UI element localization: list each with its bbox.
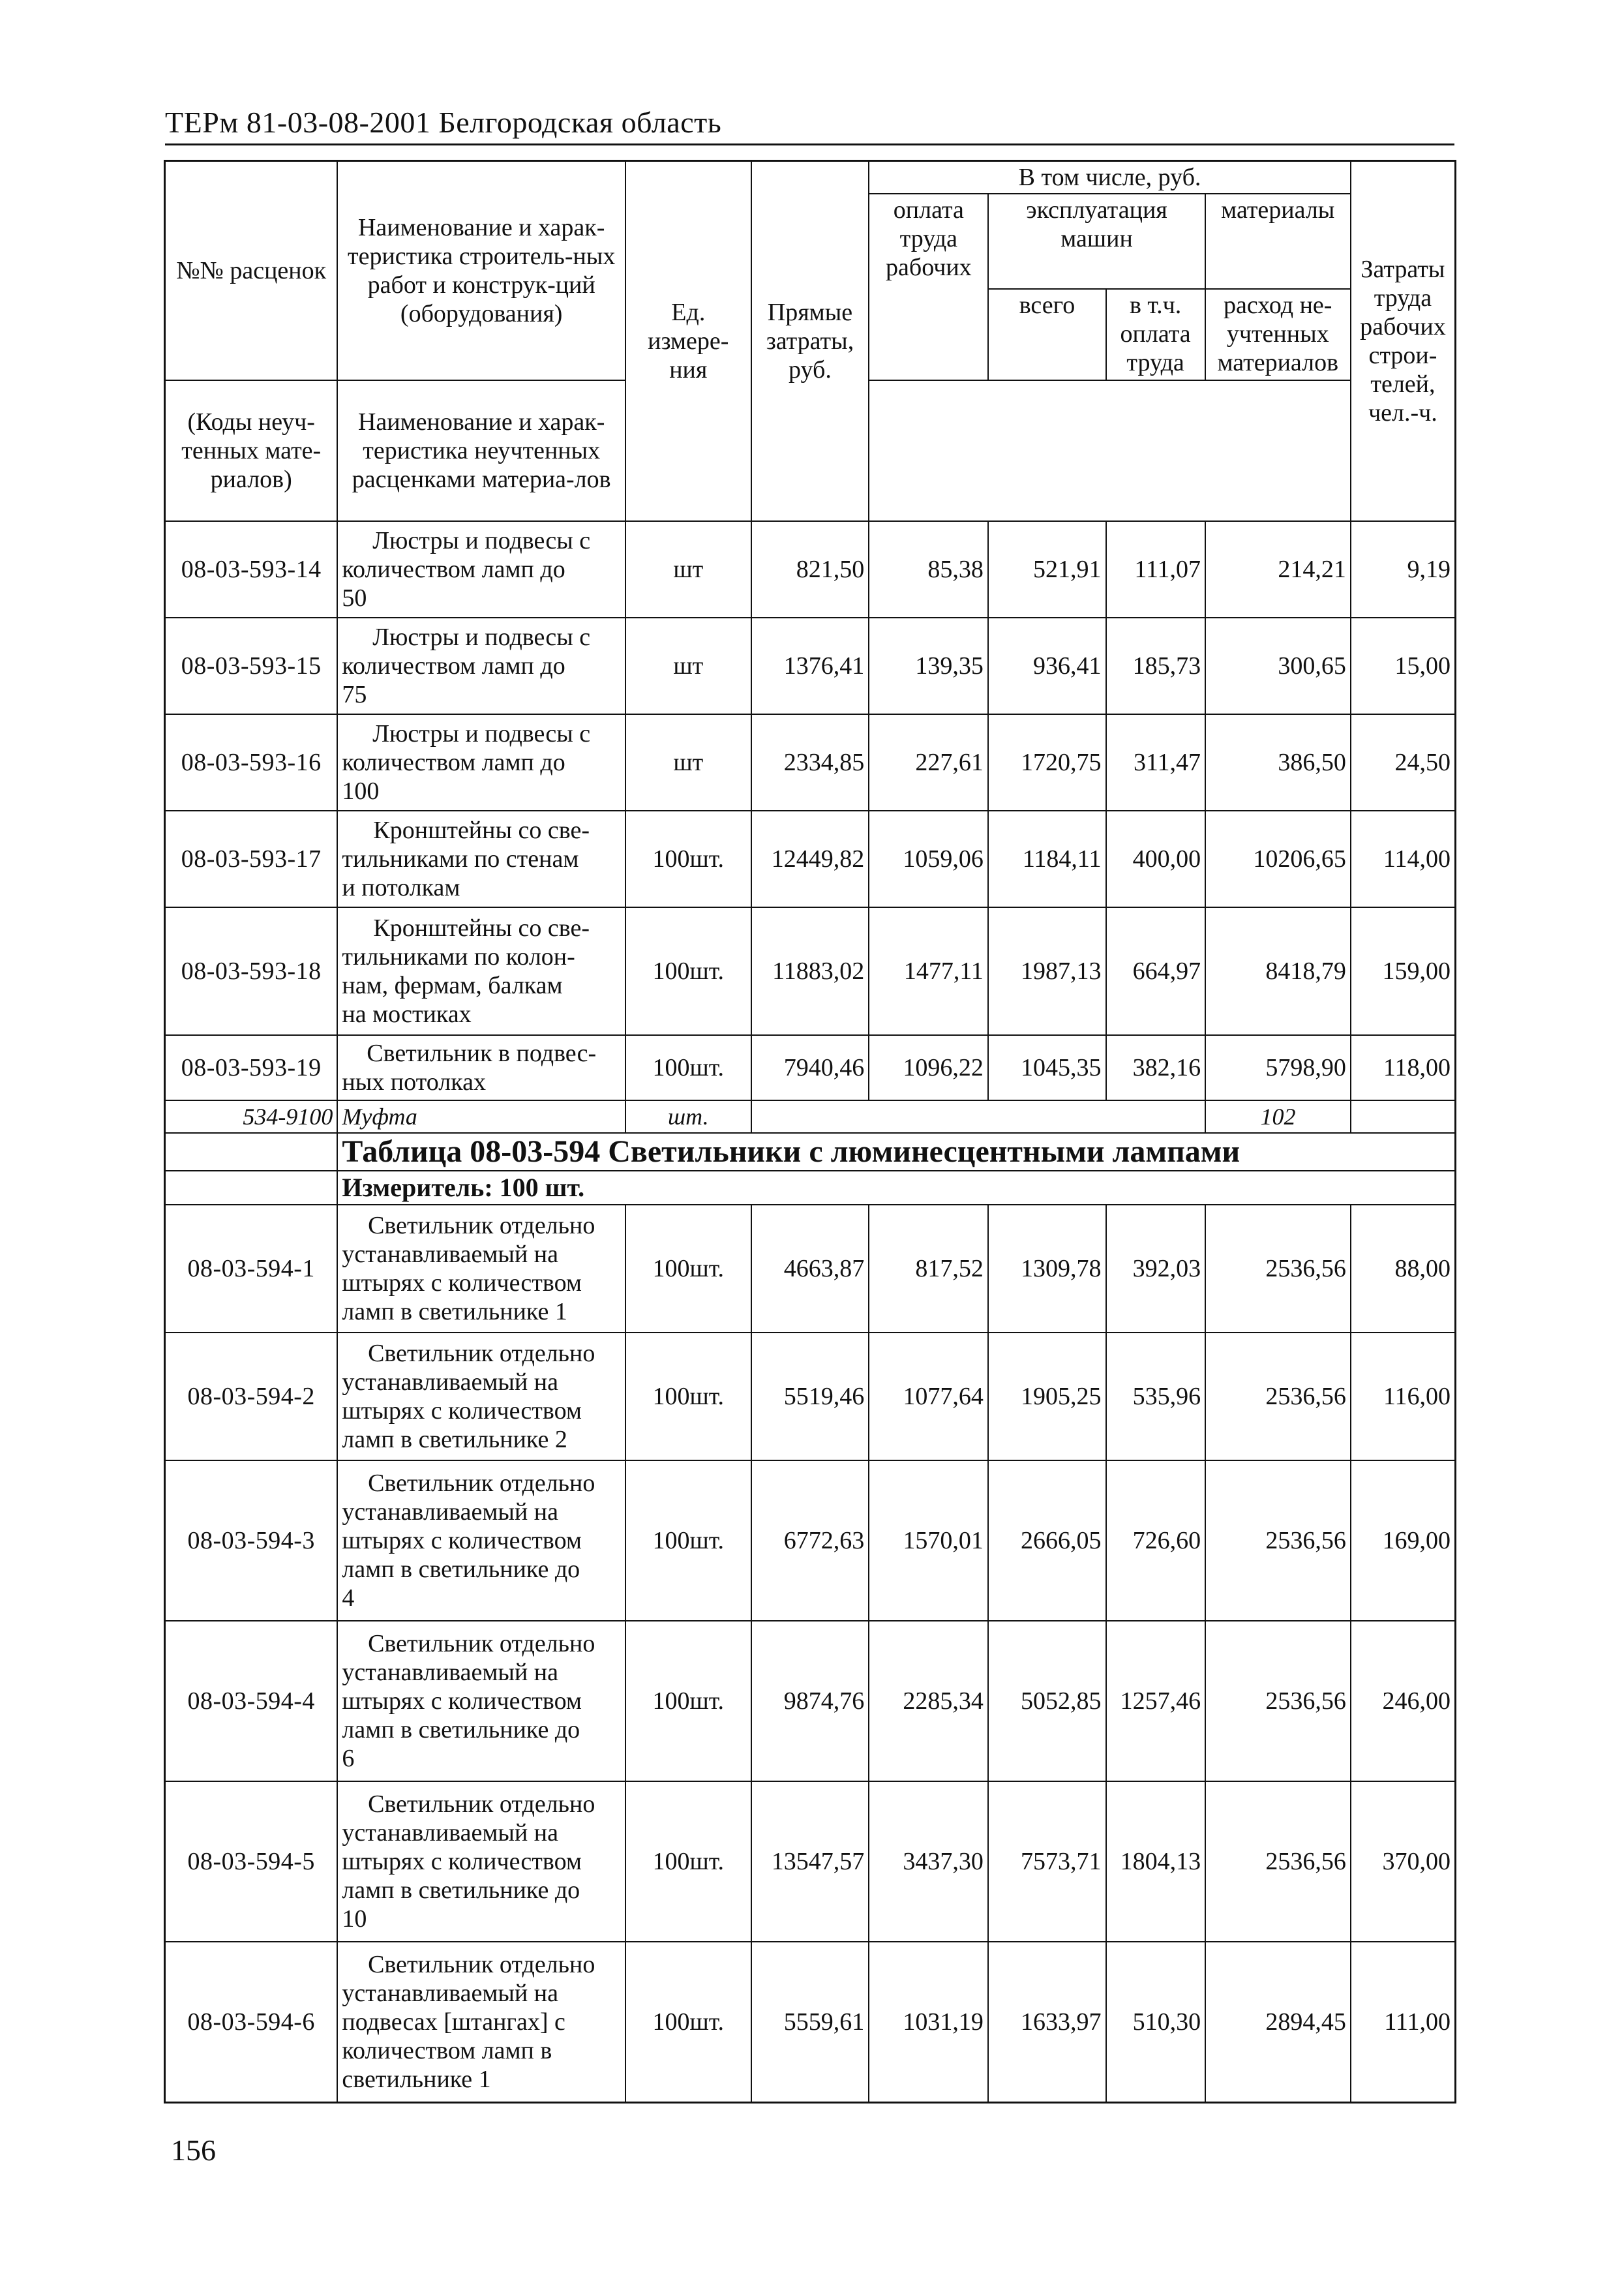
section-title-row xyxy=(165,1133,1456,1171)
row-materials: 214,21 xyxy=(1205,521,1351,618)
row-machines-wages: 185,73 xyxy=(1106,618,1206,714)
row-materials: 2536,56 xyxy=(1205,1333,1351,1460)
row-materials: 5798,90 xyxy=(1205,1035,1351,1100)
row-code: 08-03-593-17 xyxy=(165,811,338,907)
row-unit: 100шт. xyxy=(625,1621,751,1781)
row-materials: 2536,56 xyxy=(1205,1205,1351,1333)
col-materials: материалы xyxy=(1205,194,1350,289)
row-materials: 2894,45 xyxy=(1205,1942,1351,2102)
col-name-bottom: Наименование и харак-теристика неучтенных расценками материа-лов xyxy=(337,380,625,521)
table-row xyxy=(165,1942,1456,2102)
row-code: 08-03-593-15 xyxy=(165,618,338,714)
row-labor: 246,00 xyxy=(1351,1621,1456,1781)
col-name-top: Наименование и харак-теристика строитель-ных работ и конструк-ций (оборудования) xyxy=(337,161,625,381)
material-name: Муфта xyxy=(337,1100,625,1133)
row-wages: 1570,01 xyxy=(869,1460,988,1621)
row-machines-wages: 1804,13 xyxy=(1106,1781,1206,1942)
row-labor: 169,00 xyxy=(1351,1460,1456,1621)
row-wages: 1077,64 xyxy=(869,1333,988,1460)
table-row xyxy=(165,1035,1456,1100)
col-incl: В том числе, руб. xyxy=(869,162,1350,194)
row-name: Светильник отдельно устанавливаемый на подвесах [штангах] с количеством ламп в светильнике 1 xyxy=(337,1942,625,2102)
table-row xyxy=(165,618,1456,714)
col-direct: Прямые затраты, руб. xyxy=(751,161,869,522)
row-name: Светильник в подвес- ных потолках xyxy=(337,1035,625,1100)
row-code: 08-03-594-1 xyxy=(165,1205,338,1333)
table-row xyxy=(165,521,1456,618)
row-labor: 116,00 xyxy=(1351,1333,1456,1460)
row-code: 08-03-593-18 xyxy=(165,907,338,1035)
row-materials: 10206,65 xyxy=(1205,811,1351,907)
row-direct: 12449,82 xyxy=(751,811,869,907)
row-machines: 521,91 xyxy=(988,521,1106,618)
page-header: ТЕРм 81-03-08-2001 Белгородская область xyxy=(165,106,1454,145)
page-number: 156 xyxy=(171,2134,216,2167)
col-machines-total: всего xyxy=(988,289,1105,380)
section-meter-row xyxy=(165,1171,1456,1205)
row-machines-wages: 392,03 xyxy=(1106,1205,1206,1333)
row-unit: 100шт. xyxy=(625,1035,751,1100)
table-row xyxy=(165,907,1456,1035)
col-code-top: №№ расценок xyxy=(165,161,338,381)
row-name: Светильник отдельно устанавливаемый на штырях с количеством ламп в светильнике 2 xyxy=(337,1333,625,1460)
table-row xyxy=(165,1205,1456,1333)
row-name: Светильник отдельно устанавливаемый на штырях с количеством ламп в светильнике до 10 xyxy=(337,1781,625,1942)
row-machines: 1905,25 xyxy=(988,1333,1106,1460)
row-machines-wages: 311,47 xyxy=(1106,714,1206,811)
row-unit: 100шт. xyxy=(625,1460,751,1621)
section-title: Таблица 08-03-594 Светильники с люминесцентными лампами xyxy=(337,1133,1455,1171)
row-materials: 2536,56 xyxy=(1205,1781,1351,1942)
col-materials-sub: расход не-учтенных материалов xyxy=(1217,292,1339,376)
row-name: Люстры и подвесы с количеством ламп до 75 xyxy=(337,618,625,714)
table-header-row-1 xyxy=(165,161,1456,381)
col-unit: Ед. измере-ния xyxy=(625,161,751,522)
row-direct: 7940,46 xyxy=(751,1035,869,1100)
row-direct: 11883,02 xyxy=(751,907,869,1035)
row-machines-wages: 400,00 xyxy=(1106,811,1206,907)
material-row xyxy=(165,1100,1456,1133)
row-machines: 936,41 xyxy=(988,618,1106,714)
row-direct: 6772,63 xyxy=(751,1460,869,1621)
section-meter: Измеритель: 100 шт. xyxy=(337,1171,1455,1205)
row-code: 08-03-594-6 xyxy=(165,1942,338,2102)
row-code: 08-03-594-5 xyxy=(165,1781,338,1942)
row-wages: 85,38 xyxy=(869,521,988,618)
row-labor: 159,00 xyxy=(1351,907,1456,1035)
row-machines: 1184,11 xyxy=(988,811,1106,907)
col-wages: оплата труда рабочих xyxy=(869,194,988,380)
row-labor: 370,00 xyxy=(1351,1781,1456,1942)
row-labor: 88,00 xyxy=(1351,1205,1456,1333)
row-direct: 4663,87 xyxy=(751,1205,869,1333)
row-code: 08-03-593-14 xyxy=(165,521,338,618)
row-wages: 1096,22 xyxy=(869,1035,988,1100)
row-materials: 2536,56 xyxy=(1205,1621,1351,1781)
col-labor: Затраты труда рабочих строи-телей, чел.-ч. xyxy=(1351,161,1456,522)
material-unit: шт. xyxy=(625,1100,751,1133)
row-machines: 1045,35 xyxy=(988,1035,1106,1100)
row-unit: шт xyxy=(625,618,751,714)
row-labor: 118,00 xyxy=(1351,1035,1456,1100)
row-name: Светильник отдельно устанавливаемый на штырях с количеством ламп в светильнике до 6 xyxy=(337,1621,625,1781)
row-name: Кронштейны со све- тильниками по стенам и потолкам xyxy=(337,811,625,907)
row-machines-wages: 510,30 xyxy=(1106,1942,1206,2102)
row-machines-wages: 382,16 xyxy=(1106,1035,1206,1100)
row-unit: шт xyxy=(625,521,751,618)
row-code: 08-03-594-2 xyxy=(165,1333,338,1460)
material-qty: 102 xyxy=(1205,1100,1351,1133)
row-unit: 100шт. xyxy=(625,1205,751,1333)
row-unit: 100шт. xyxy=(625,1333,751,1460)
table-row xyxy=(165,1460,1456,1621)
material-code: 534-9100 xyxy=(165,1100,338,1133)
row-name: Люстры и подвесы с количеством ламп до 50 xyxy=(337,521,625,618)
row-name: Люстры и подвесы с количеством ламп до 100 xyxy=(337,714,625,811)
row-machines-wages: 111,07 xyxy=(1106,521,1206,618)
row-materials: 2536,56 xyxy=(1205,1460,1351,1621)
rates-table xyxy=(164,160,1456,2104)
row-machines-wages: 726,60 xyxy=(1106,1460,1206,1621)
row-direct: 13547,57 xyxy=(751,1781,869,1942)
row-labor: 111,00 xyxy=(1351,1942,1456,2102)
row-direct: 5559,61 xyxy=(751,1942,869,2102)
row-machines: 7573,71 xyxy=(988,1781,1106,1942)
row-materials: 300,65 xyxy=(1205,618,1351,714)
row-labor: 9,19 xyxy=(1351,521,1456,618)
row-machines: 1720,75 xyxy=(988,714,1106,811)
row-labor: 24,50 xyxy=(1351,714,1456,811)
row-wages: 1059,06 xyxy=(869,811,988,907)
row-unit: 100шт. xyxy=(625,907,751,1035)
row-direct: 821,50 xyxy=(751,521,869,618)
table-row xyxy=(165,1621,1456,1781)
row-wages: 3437,30 xyxy=(869,1781,988,1942)
row-machines: 1309,78 xyxy=(988,1205,1106,1333)
row-direct: 2334,85 xyxy=(751,714,869,811)
row-unit: 100шт. xyxy=(625,1781,751,1942)
row-machines: 2666,05 xyxy=(988,1460,1106,1621)
col-code-bottom: (Коды неуч-тенных мате-риалов) xyxy=(165,380,338,521)
row-direct: 9874,76 xyxy=(751,1621,869,1781)
col-machines: эксплуатация машин xyxy=(988,194,1205,289)
row-machines-wages: 535,96 xyxy=(1106,1333,1206,1460)
row-name: Светильник отдельно устанавливаемый на штырях с количеством ламп в светильнике до 4 xyxy=(337,1460,625,1621)
table-row xyxy=(165,1781,1456,1942)
row-machines: 5052,85 xyxy=(988,1621,1106,1781)
row-materials: 8418,79 xyxy=(1205,907,1351,1035)
row-direct: 5519,46 xyxy=(751,1333,869,1460)
row-code: 08-03-594-4 xyxy=(165,1621,338,1781)
row-machines: 1633,97 xyxy=(988,1942,1106,2102)
row-unit: 100шт. xyxy=(625,1942,751,2102)
row-name: Кронштейны со све- тильниками по колон- нам, фермам, балкам на мостиках xyxy=(337,907,625,1035)
row-wages: 227,61 xyxy=(869,714,988,811)
row-wages: 2285,34 xyxy=(869,1621,988,1781)
row-wages: 1477,11 xyxy=(869,907,988,1035)
row-machines: 1987,13 xyxy=(988,907,1106,1035)
row-code: 08-03-594-3 xyxy=(165,1460,338,1621)
row-code: 08-03-593-19 xyxy=(165,1035,338,1100)
row-wages: 817,52 xyxy=(869,1205,988,1333)
row-labor: 114,00 xyxy=(1351,811,1456,907)
table-row xyxy=(165,714,1456,811)
col-machines-wages: в т.ч. оплата труда xyxy=(1106,289,1205,380)
table-row xyxy=(165,811,1456,907)
row-unit: 100шт. xyxy=(625,811,751,907)
table-row xyxy=(165,1333,1456,1460)
col-incl-group xyxy=(869,161,1351,381)
row-machines-wages: 1257,46 xyxy=(1106,1621,1206,1781)
row-unit: шт xyxy=(625,714,751,811)
row-labor: 15,00 xyxy=(1351,618,1456,714)
row-code: 08-03-593-16 xyxy=(165,714,338,811)
row-direct: 1376,41 xyxy=(751,618,869,714)
row-materials: 386,50 xyxy=(1205,714,1351,811)
row-machines-wages: 664,97 xyxy=(1106,907,1206,1035)
row-wages: 1031,19 xyxy=(869,1942,988,2102)
row-name: Светильник отдельно устанавливаемый на штырях с количеством ламп в светильнике 1 xyxy=(337,1205,625,1333)
row-wages: 139,35 xyxy=(869,618,988,714)
